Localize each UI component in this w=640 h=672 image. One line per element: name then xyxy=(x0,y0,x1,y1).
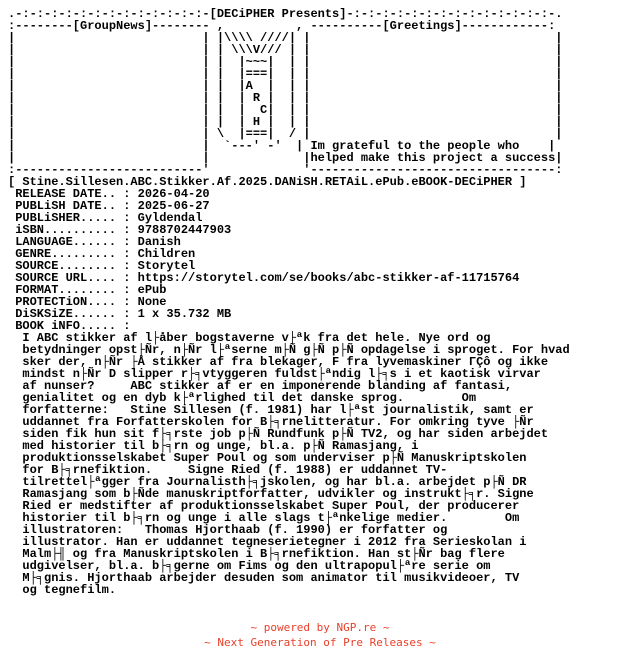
nfo-line: med historier til b├╕rn og unge, bl.a. p├Ñ Ramasjang, i xyxy=(8,439,419,453)
nfo-line: uddannet fra Forfatterskolen for B├╕rnelitteratur. For omkring tyve ├Ñr xyxy=(8,415,534,429)
nfo-line: RELEASE DATE.. : 2026-04-20 xyxy=(8,187,210,201)
nfo-line: illustrator. Han er uddannet tegneserietegner i 2012 fra Serieskolan i xyxy=(8,535,527,549)
nfo-line: genialitet og en dyb k├ªrlighed til det danske sprog. Om xyxy=(8,391,477,405)
nfo-line: | | | \\\V/// | | | xyxy=(8,43,563,57)
nfo-line: forfatterne: Stine Sillesen (f. 1981) har l├ªst journalistik, samt er xyxy=(8,403,534,417)
nfo-line: | | | | C| | | | xyxy=(8,103,563,117)
nfo-line: Ried er medstifter af produktionsselskabet Super Poul, der producerer xyxy=(8,499,520,513)
nfo-line: og tegnefilm. xyxy=(8,583,117,597)
nfo-line: iSBN.......... : 9788702447903 xyxy=(8,223,232,237)
nfo-line: | | | | H | | | | xyxy=(8,115,563,129)
nfo-line: | | |helped make this project a success| xyxy=(8,151,563,165)
nfo-line: mindst n├Ñr D slipper r├╕vtyggeren fuldst├ªndig l├╕s i et kaotisk virvar xyxy=(8,367,541,381)
nfo-line: PUBLiSHER..... : Gyldendal xyxy=(8,211,203,225)
nfo-line: Malm├╢ og fra Manuskriptskolen i B├╕rnefiktion. Han st├Ñr bag flere xyxy=(8,547,505,561)
nfo-line: .-:-:-:-:-:-:-:-:-:-:-:-:-:-[DECiPHER Presents]-:-:-:-:-:-:-:-:-:-:-:-:-:-:-. xyxy=(8,7,563,21)
nfo-line: | | \ |===| / | | xyxy=(8,127,563,141)
nfo-line: GENRE......... : Children xyxy=(8,247,196,261)
nfo-line: udgivelser, bl.a. b├╕gerne om Fims og den ultrapopul├ªre serie om xyxy=(8,559,491,573)
nfo-line: sker der, n├Ñr ├Å stikker af fra blekager, F fra lyvemaskiner ΓÇô og ikke xyxy=(8,355,549,369)
nfo-line: SOURCE URL.... : https://storytel.com/se/books/abc-stikker-af-11715764 xyxy=(8,271,520,285)
nfo-text-block xyxy=(8,8,570,596)
nfo-line: | | |\\\\ ////| | | xyxy=(8,31,563,45)
nfo-line: PROTECTiON.... : None xyxy=(8,295,167,309)
nfo-line: af nunser? ABC stikker af er en imponerende blanding af fantasi, xyxy=(8,379,513,393)
nfo-line: SOURCE........ : Storytel xyxy=(8,259,196,273)
nfo-line: tilrettel├ªgger fra Journalisth├╕jskolen, og har bl.a. arbejdet p├Ñ DR xyxy=(8,475,527,489)
nfo-line: Ramasjang som b├Ñde manuskriptforfatter, udvikler og instrukt├╕r. Signe xyxy=(8,487,534,501)
nfo-line: produktionsselskabet Super Poul og som underviser p├Ñ Manuskriptskolen xyxy=(8,451,527,465)
nfo-line: :--------------------------' '----------------------------------: xyxy=(8,163,563,177)
nfo-line: LANGUAGE...... : Danish xyxy=(8,235,181,249)
nfo-line: | | | | R | | | | xyxy=(8,91,563,105)
nfo-line: :--------[GroupNews]-------- , , ----------[Greetings]------------: xyxy=(8,19,556,33)
nfo-line: for B├╕rnefiktion. Signe Ried (f. 1988) er uddannet TV- xyxy=(8,463,448,477)
nfo-line: DiSKSiZE...... : 1 x 35.732 MB xyxy=(8,307,232,321)
nfo-line: | | | |===| | | | xyxy=(8,67,563,81)
nfo-line: PUBLiSH DATE.. : 2025-06-27 xyxy=(8,199,210,213)
nfo-line: historier til b├╕rn og unge i alle slags t├ªnkelige medier. Om xyxy=(8,511,520,525)
footer-tagline: ~ Next Generation of Pre Releases ~ xyxy=(204,636,436,649)
nfo-line: illustratoren: Thomas Hjorthaab (f. 1990) er forfatter og xyxy=(8,523,448,537)
nfo-line: I ABC stikker af l├åber bogstaverne v├ªk fra det hele. Nye ord og xyxy=(8,331,491,345)
nfo-line: betydninger opst├Ñr, n├Ñr l├ªserne m├Ñ g├Ñ p├Ñ opdagelse i sproget. For hvad xyxy=(8,343,570,357)
nfo-line: M├╕gnis. Hjorthaab arbejder desuden som animator til musikvideoer, TV xyxy=(8,571,520,585)
nfo-line: BOOK iNFO..... : xyxy=(8,319,131,333)
nfo-line: [ Stine.Sillesen.ABC.Stikker.Af.2025.DANiSH.RETAiL.ePub.eBOOK-DECiPHER ] xyxy=(8,175,527,189)
nfo-line: FORMAT........ : ePub xyxy=(8,283,167,297)
nfo-line: | | `---' -' | Im grateful to the people who | xyxy=(8,139,556,153)
nfo-line: | | | |A | | | | xyxy=(8,79,563,93)
nfo-line: | | | |~~~| | | | xyxy=(8,55,563,69)
nfo-line: siden fik hun sit f├╕rste job p├Ñ Rundfunk p├Ñ TV2, og har siden arbejdet xyxy=(8,427,549,441)
footer-powered-by: ~ powered by NGP.re ~ xyxy=(250,621,390,634)
